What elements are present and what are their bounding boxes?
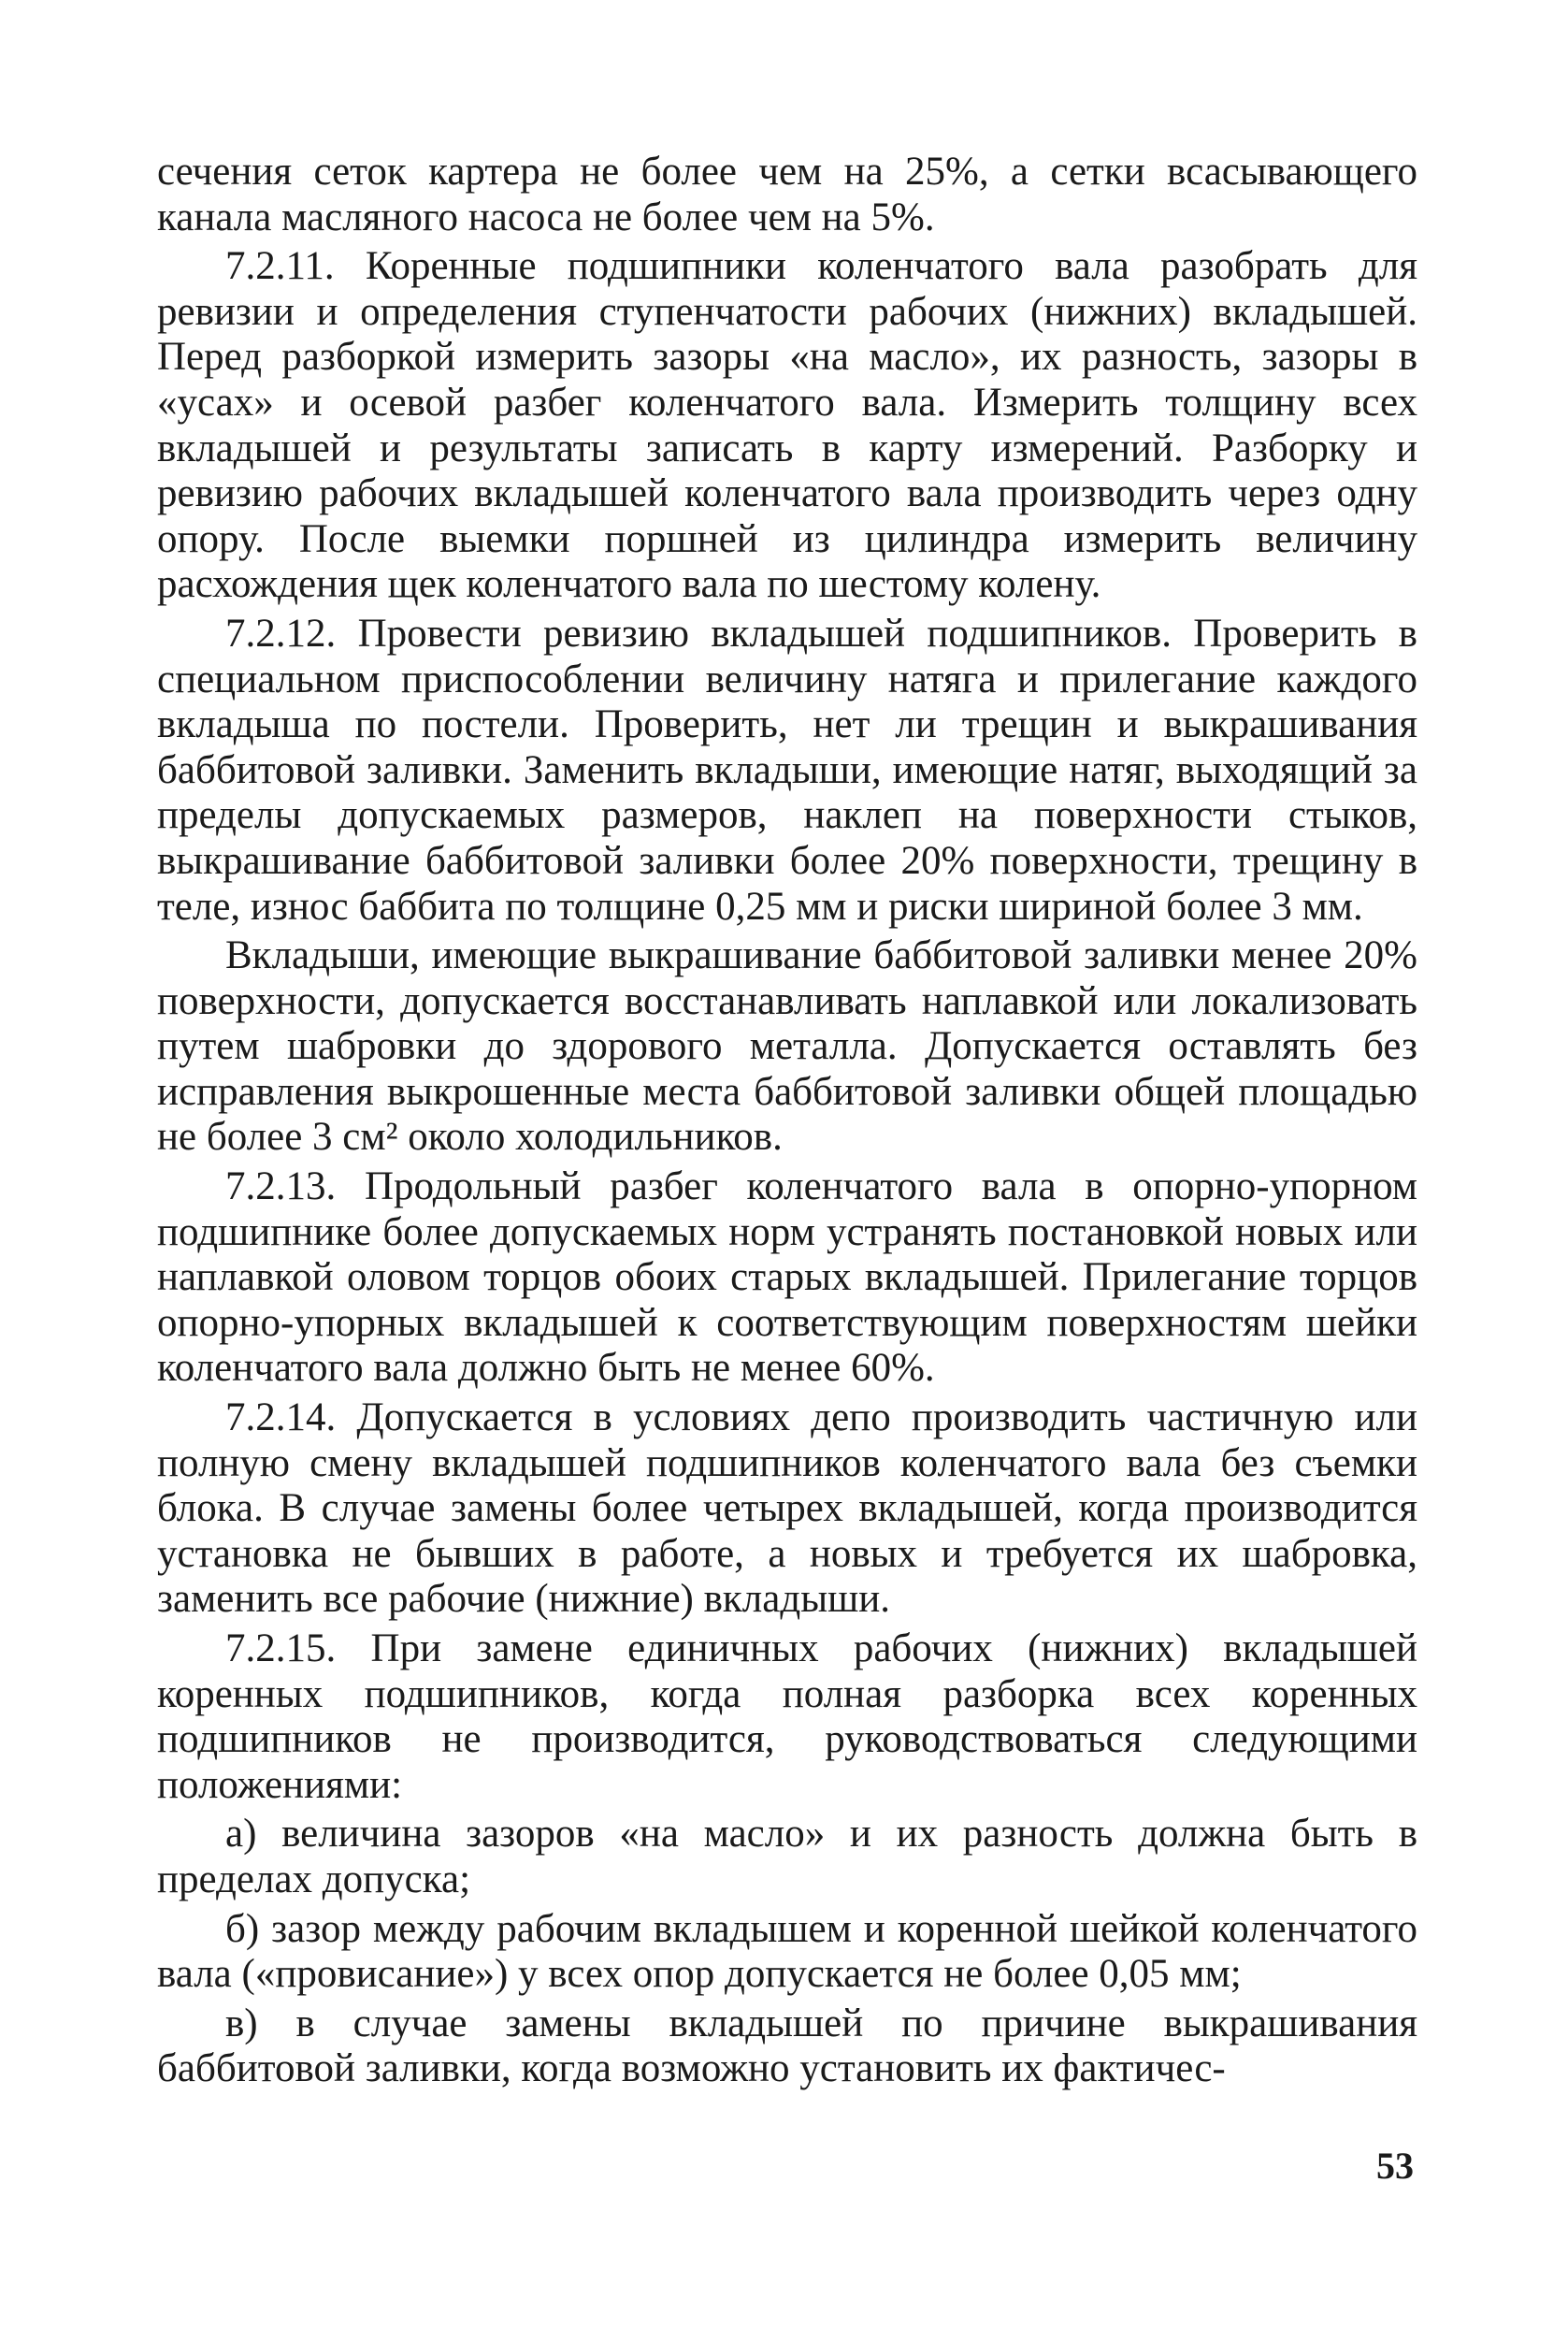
- list-item-b: б) зазор между рабочим вкладышем и коренной шейкой коленчатого вала («провисание») у всех опор допускается не более 0,05 мм;: [157, 1906, 1417, 1997]
- paragraph-7-2-11: 7.2.11. Коренные подшипники коленчатого вала разобрать для ревизии и определения ступенчатости рабочих (нижних) вкладышей. Перед разборкой измерить зазоры «на масло», их разность, зазоры в «усах» и осевой разбег коленчатого вала. Измерить толщину всех вкладышей и результаты записать в карту измерений. Разборку и ревизию рабочих вкладышей коленчатого вала производить через одну опору. После выемки поршней из цилиндра измерить величину расхождения щек коленчатого вала по шестому колену.: [157, 244, 1417, 607]
- list-item-v: в) в случае замены вкладышей по причине выкрашивания баббитовой заливки, когда возможно установить их фактичес-: [157, 2001, 1417, 2091]
- paragraph-7-2-12-continued: Вкладыши, имеющие выкрашивание баббитовой заливки менее 20% поверхности, допускается восстанавливать наплавкой или локализовать путем шабровки до здорового металла. Допускается оставлять без исправления выкрошенные места баббитовой заливки общей площадью не более 3 см² около холодильников.: [157, 933, 1417, 1160]
- paragraph-7-2-13: 7.2.13. Продольный разбег коленчатого вала в опорно-упорном подшипнике более допускаемых норм устранять постановкой новых или наплавкой оловом торцов обоих старых вкладышей. Прилегание торцов опорно-упорных вкладышей к соответствующим поверхностям шейки коленчатого вала должно быть не менее 60%.: [157, 1164, 1417, 1391]
- paragraph-7-2-14: 7.2.14. Допускается в условиях депо производить частичную или полную смену вкладышей подшипников коленчатого вала без съемки блока. В случае замены более четырех вкладышей, когда производится установка не бывших в работе, а новых и требуется их шабровка, заменить все рабочие (нижние) вкладыши.: [157, 1395, 1417, 1622]
- paragraph-7-2-12: 7.2.12. Провести ревизию вкладышей подшипников. Проверить в специальном приспособлении величину натяга и прилегание каждого вкладыша по постели. Проверить, нет ли трещин и выкрашивания баббитовой заливки. Заменить вкладыши, имеющие натяг, выходящий за пределы допускаемых размеров, наклеп на поверхности стыков, выкрашивание баббитовой заливки более 20% поверхности, трещину в теле, износ баббита по толщине 0,25 мм и риски шириной более 3 мм.: [157, 611, 1417, 929]
- list-item-a: а) величина зазоров «на масло» и их разность должна быть в пределах допуска;: [157, 1812, 1417, 1901]
- paragraph-continuation: сечения сеток картера не более чем на 25%, а сетки всасывающего канала масляного насоса не более чем на 5%.: [157, 150, 1417, 239]
- body-text: [157, 150, 1417, 2092]
- page-number: 53: [1376, 2145, 1414, 2187]
- paragraph-7-2-15: 7.2.15. При замене единичных рабочих (нижних) вкладышей коренных подшипников, когда полная разборка всех коренных подшипников не производится, руководствоваться следующими положениями:: [157, 1626, 1417, 1807]
